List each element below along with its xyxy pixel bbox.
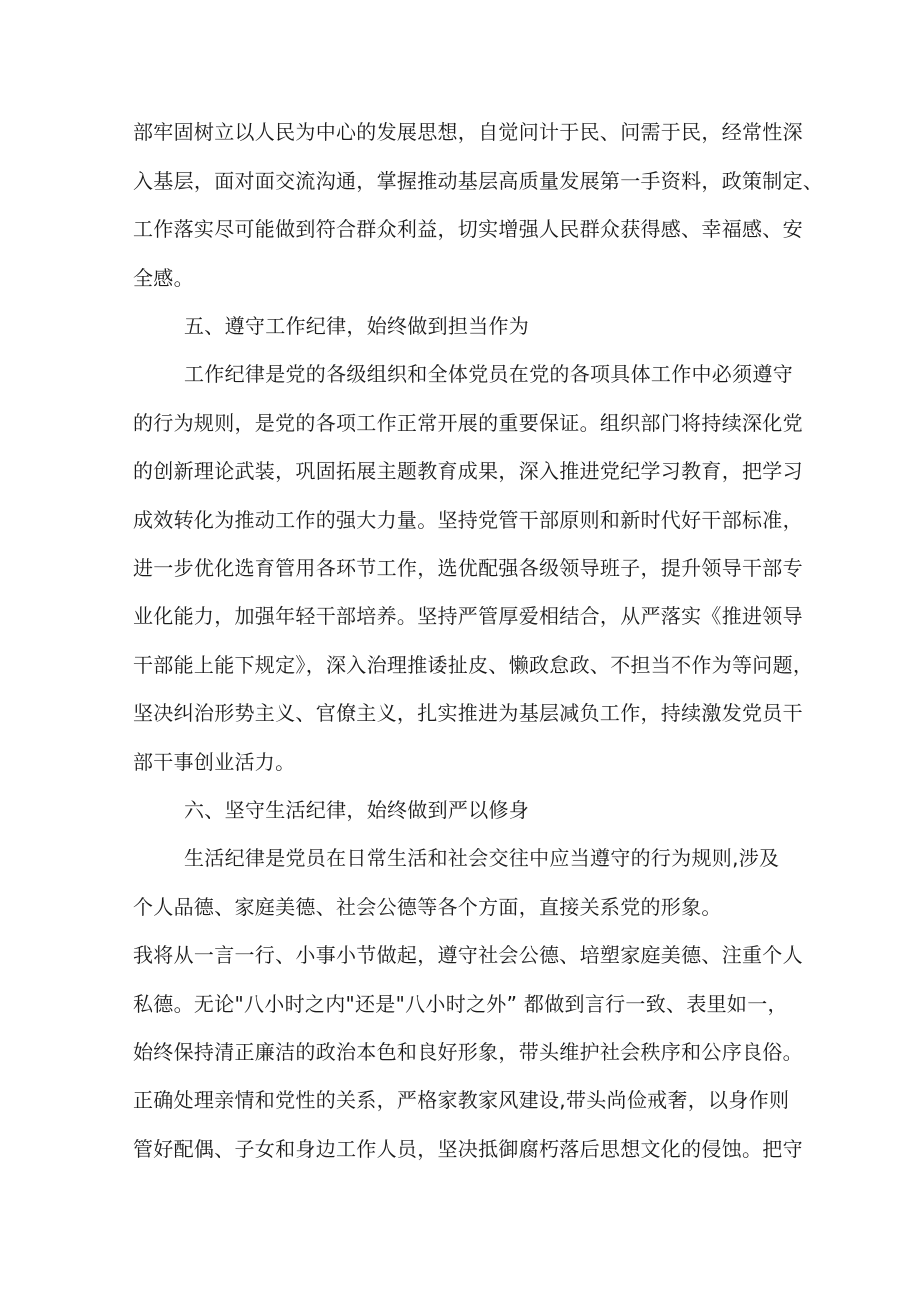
text-line: 入基层，面对面交流沟通，掌握推动基层高质量发展第一手资料，政策制定、 bbox=[133, 169, 824, 193]
text-line: 坚决纠治形势主义、官僚主义，扎实推进为基层减负工作，持续激发党员干 bbox=[133, 701, 803, 725]
text-line: 干部能上能下规定》，深入治理推诿扯皮、懒政怠政、不担当不作为等问题， bbox=[133, 653, 814, 677]
text-line: 工作纪律是党的各级组织和全体党员在党的各项具体工作中必须遵守 bbox=[184, 362, 793, 386]
text-line: 的行为规则，是党的各项工作正常开展的重要保证。组织部门将持续深化党 bbox=[133, 411, 803, 435]
text-line: 生活纪律是党员在日常生活和社会交往中应当遵守的行为规则,涉及 bbox=[184, 846, 780, 870]
text-line: 业化能力，加强年轻干部培养。坚持严管厚爱相结合，从严落实《推进领导 bbox=[133, 604, 803, 628]
text-line: 进一步优化选育管用各环节工作，选优配强各级领导班子，提升领导干部专 bbox=[133, 556, 803, 580]
section-heading: 六、坚守生活纪律，始终做到严以修身 bbox=[184, 798, 530, 822]
text-line: 部干事创业活力。 bbox=[133, 750, 296, 774]
text-line: 我将从一言一行、小事小节做起，遵守社会公德、培塑家庭美德、注重个人 bbox=[133, 943, 803, 967]
text-line: 正确处理亲情和党性的关系，严格家教家风建设,带头尚俭戒奢，以身作则 bbox=[133, 1088, 790, 1112]
text-line: 的创新理论武装，巩固拓展主题教育成果，深入推进党纪学习教育，把学习 bbox=[133, 459, 803, 483]
text-line: 全感。 bbox=[133, 266, 194, 290]
text-line: 始终保持清正廉洁的政治本色和良好形象，带头维护社会秩序和公序良俗。 bbox=[133, 1040, 803, 1064]
text-line: 工作落实尽可能做到符合群众利益，切实增强人民群众获得感、幸福感、安 bbox=[133, 217, 803, 241]
text-line: 管好配偶、子女和身边工作人员，坚决抵御腐朽落后思想文化的侵蚀。把守 bbox=[133, 1137, 803, 1161]
section-heading: 五、遵守工作纪律，始终做到担当作为 bbox=[184, 314, 530, 338]
text-line: 个人品德、家庭美德、社会公德等各个方面，直接关系党的形象。 bbox=[133, 895, 722, 919]
text-line: 成效转化为推动工作的强大力量。坚持党管干部原则和新时代好干部标准， bbox=[133, 508, 803, 532]
text-line: 部牢固树立以人民为中心的发展思想，自觉问计于民、问需于民，经常性深 bbox=[133, 120, 803, 144]
text-line: 私德。无论"八小时之内"还是"八小时之外” 都做到言行一致、表里如一， bbox=[133, 992, 788, 1016]
